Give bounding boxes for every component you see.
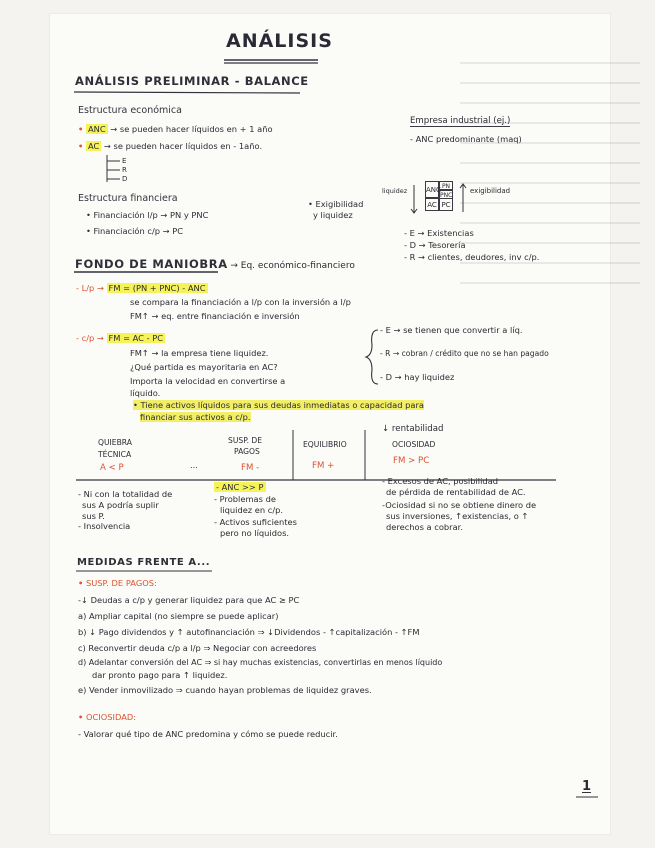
existencias-line: - E → Existencias: [404, 228, 474, 238]
mini-balance-anc: ANC: [425, 181, 439, 198]
medida-d: d) Adelantar conversión del AC ⇒ si hay muchas existencias, convertirlas en menos líquido: [78, 658, 443, 667]
susp-note-4: - Activos suficientes: [214, 517, 297, 527]
susp-note-1: - ANC >> P: [216, 482, 264, 492]
ac-text: → se pueden hacer líquidos en - 1año.: [103, 141, 263, 151]
cp-line2: ¿Qué partida es mayoritaria en AC?: [130, 362, 278, 372]
quiebra-note-3: sus P.: [82, 511, 105, 521]
ac-part-d: D: [122, 175, 128, 183]
ociosidad-header: OCIOSIDAD: [392, 440, 436, 449]
equilibrio-condition: FM +: [312, 461, 335, 471]
exigibilidad-axis-label: exigibilidad: [470, 187, 511, 195]
y-liquidez-text: y liquidez: [313, 210, 353, 220]
right-e: - E → se tienen que convertir a líq.: [380, 325, 523, 335]
lp-line2: FM↑ → eq. entre financiación e inversión: [130, 311, 300, 321]
ociosidad-note-2: de pérdida de rentabilidad de AC.: [386, 487, 526, 497]
mini-balance-pn: PN: [439, 181, 453, 190]
ac-label: AC: [87, 141, 100, 151]
quiebra-note-2: sus A podría suplir: [82, 500, 159, 510]
lp-formula: FM = (PN + PNC) - ANC: [108, 283, 206, 293]
equilibrio-header: EQUILIBRIO: [303, 440, 347, 449]
susp-condition: FM -: [241, 463, 260, 473]
fondo-maniobra-subtitle: → Eq. económico-financiero: [230, 261, 355, 271]
medida-d-cont: dar pronto pago para ↑ liquidez.: [92, 670, 228, 680]
ociosidad-condition: FM > PC: [393, 456, 430, 466]
fondo-maniobra-heading-row: [75, 259, 355, 271]
quiebra-dots: ...: [190, 460, 198, 470]
anc-line: • ANC → se pueden hacer líquidos en + 1 año: [78, 124, 273, 134]
quiebra-note-4: - Insolvencia: [78, 521, 131, 531]
page-number: 1: [582, 779, 592, 794]
page-title: ANÁLISIS: [226, 30, 333, 52]
cp-line4: líquido.: [130, 388, 161, 398]
quiebra-note-1: - Ni con la totalidad de: [78, 489, 173, 499]
medida-b: b) ↓ Pago dividendos y ↑ autofinanciación ⇒ ↓Dividendos - ↑capitalización - ↑FM: [78, 627, 420, 637]
anc-predominante: - ANC predominante (maq): [410, 134, 522, 144]
ociosidad-text: - Valorar qué tipo de ANC predomina y cómo se puede reducir.: [78, 729, 338, 739]
susp-header-1: SUSP. DE: [228, 436, 263, 445]
mini-balance-pnc: PNC: [440, 192, 453, 199]
cp-prefix: - c/p →: [76, 333, 104, 343]
financiacion-lp: • Financiación l/p → PN y PNC: [86, 210, 209, 220]
highlight-line2: financiar sus activos a c/p.: [140, 412, 251, 422]
clientes-line: - R → clientes, deudores, inv c/p.: [404, 252, 540, 262]
susp-intro: -↓ Deudas a c/p y generar liquidez para que AC ≥ PC: [78, 595, 300, 605]
cp-row: [76, 333, 165, 343]
mini-balance-pc: PC: [439, 198, 453, 211]
lp-line1: se compara la financiación a l/p con la inversión a l/p: [130, 297, 351, 307]
lp-row: [76, 283, 208, 293]
right-d: - D → hay liquidez: [380, 372, 455, 382]
section-heading-balance: ANÁLISIS PRELIMINAR - BALANCE: [75, 74, 309, 88]
cp-line1: FM↑ → la empresa tiene liquidez.: [130, 348, 269, 358]
financiacion-cp: • Financiación c/p → PC: [86, 226, 184, 236]
anc-label: ANC: [87, 124, 106, 134]
estructura-financiera-label: Estructura financiera: [78, 193, 178, 204]
rentabilidad-label: ↓ rentabilidad: [382, 424, 444, 434]
quiebra-header-2: TÉCNICA: [98, 450, 132, 459]
susp-pagos-heading: SUSP. DE PAGOS:: [85, 578, 157, 588]
ociosidad-note-1: - Excesos de AC, posibilidad: [382, 476, 499, 486]
medida-a: a) Ampliar capital (no siempre se puede aplicar): [78, 611, 279, 621]
ac-part-r: R: [122, 166, 127, 174]
ac-part-e: E: [122, 157, 127, 165]
susp-note-2: - Problemas de: [214, 494, 276, 504]
liquidez-axis-label: liquidez: [382, 187, 408, 195]
notebook-page: [50, 14, 610, 834]
medidas-heading: MEDIDAS FRENTE A...: [77, 557, 211, 568]
empresa-industrial-label: Empresa industrial (ej.): [410, 116, 511, 126]
quiebra-header-1: QUIEBRA: [98, 438, 132, 447]
tesoreria-line: - D → Tesorería: [404, 240, 466, 250]
quiebra-condition: A < P: [100, 463, 124, 473]
highlight-line1: • Tiene activos líquidos para sus deudas inmediatas o capacidad para: [133, 400, 424, 410]
anc-text: → se pueden hacer líquidos en + 1 año: [110, 124, 273, 134]
medida-e: e) Vender inmovilizado ⇒ cuando hayan problemas de liquidez graves.: [78, 685, 372, 695]
fondo-maniobra-heading: FONDO DE MANIOBRA: [75, 257, 228, 271]
susp-pagos-heading-row: • SUSP. DE PAGOS:: [78, 578, 157, 588]
mini-balance-ac: AC: [425, 198, 439, 211]
ociosidad-note-5: derechos a cobrar.: [386, 522, 463, 532]
medida-c: c) Reconvertir deuda c/p a l/p ⇒ Negociar con acreedores: [78, 643, 317, 653]
ociosidad-note-3: -Ociosidad si no se obtiene dinero de: [382, 500, 537, 510]
right-r: - R → cobran / crédito que no se han pagado: [380, 349, 549, 358]
susp-header-2: PAGOS: [234, 447, 260, 456]
lp-prefix: - L/p →: [76, 283, 104, 293]
cp-formula: FM = AC - PC: [108, 333, 164, 343]
susp-note-3: liquidez en c/p.: [220, 505, 284, 515]
estructura-economica-label: Estructura económica: [78, 105, 182, 116]
ac-line: • AC → se pueden hacer líquidos en - 1año.: [78, 141, 263, 151]
ociosidad-section-heading: OCIOSIDAD:: [85, 712, 137, 722]
ociosidad-note-4: sus inversiones, ↑existencias, o ↑: [386, 511, 529, 521]
exigibilidad-text: • Exigibilidad: [308, 199, 364, 209]
cp-line3: Importa la velocidad en convertirse a: [130, 376, 286, 386]
ociosidad-heading-row: • OCIOSIDAD:: [78, 712, 137, 722]
susp-note-5: pero no líquidos.: [220, 528, 290, 538]
